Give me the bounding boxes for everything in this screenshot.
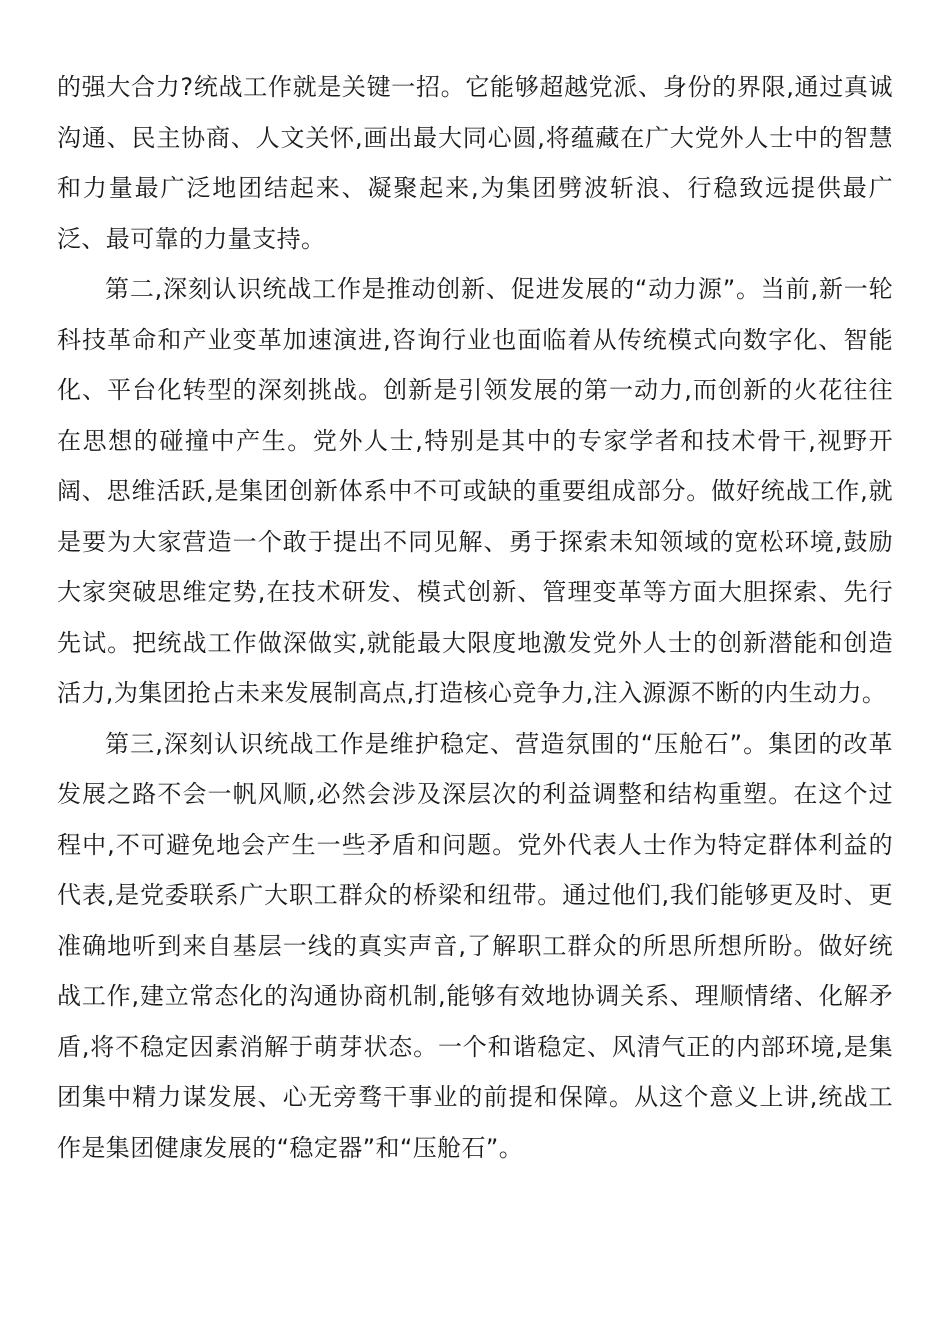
paragraph-second: 第二,深刻认识统战工作是推动创新、促进发展的“动力源”。当前,新一轮科技革命和产业变革加速演进,咨询行业也面临着从传统模式向数字化、智能化、平台化转型的深刻挑战。创新是引领发展的第一动力,而创新的火花往往在思想的碰撞中产生。党外人士,特别是其中的专家学者和技术骨干,视野开阔、思维活跃,是集团创新体系中不可或缺的重要组成部分。做好统战工作,就是要为大家营造一个敢于提出不同见解、勇于探索未知领域的宽松环境,鼓励大家突破思维定势,在技术研发、模式创新、管理变革等方面大胆探索、先行先试。把统战工作做深做实,就能最大限度地激发党外人士的创新潜能和创造活力,为集团抢占未来发展制高点,打造核心竞争力,注入源源不断的内生动力。 [57,275,893,707]
paragraph-continuation: 的强大合力?统战工作就是关键一招。它能够超越党派、身份的界限,通过真诚沟通、民主协商、人文关怀,画出最大同心圆,将蕴藏在广大党外人士中的智慧和力量最广泛地团结起来、凝聚起来,为集团劈波斩浪、行稳致远提供最广泛、最可靠的力量支持。 [57,73,893,253]
paragraph-third: 第三,深刻认识统战工作是维护稳定、营造氛围的“压舱石”。集团的改革发展之路不会一帆风顺,必然会涉及深层次的利益调整和结构重塑。在这个过程中,不可避免地会产生一些矛盾和问题。党外代表人士作为特定群体利益的代表,是党委联系广大职工群众的桥梁和纽带。通过他们,我们能够更及时、更准确地听到来自基层一线的真实声音,了解职工群众的所思所想所盼。做好统战工作,建立常态化的沟通协商机制,能够有效地协调关系、理顺情绪、化解矛盾,将不稳定因素消解于萌芽状态。一个和谐稳定、风清气正的内部环境,是集团集中精力谋发展、心无旁骛干事业的前提和保障。从这个意义上讲,统战工作是集团健康发展的“稳定器”和“压舱石”。 [57,729,893,1162]
document-page [57,62,893,1173]
